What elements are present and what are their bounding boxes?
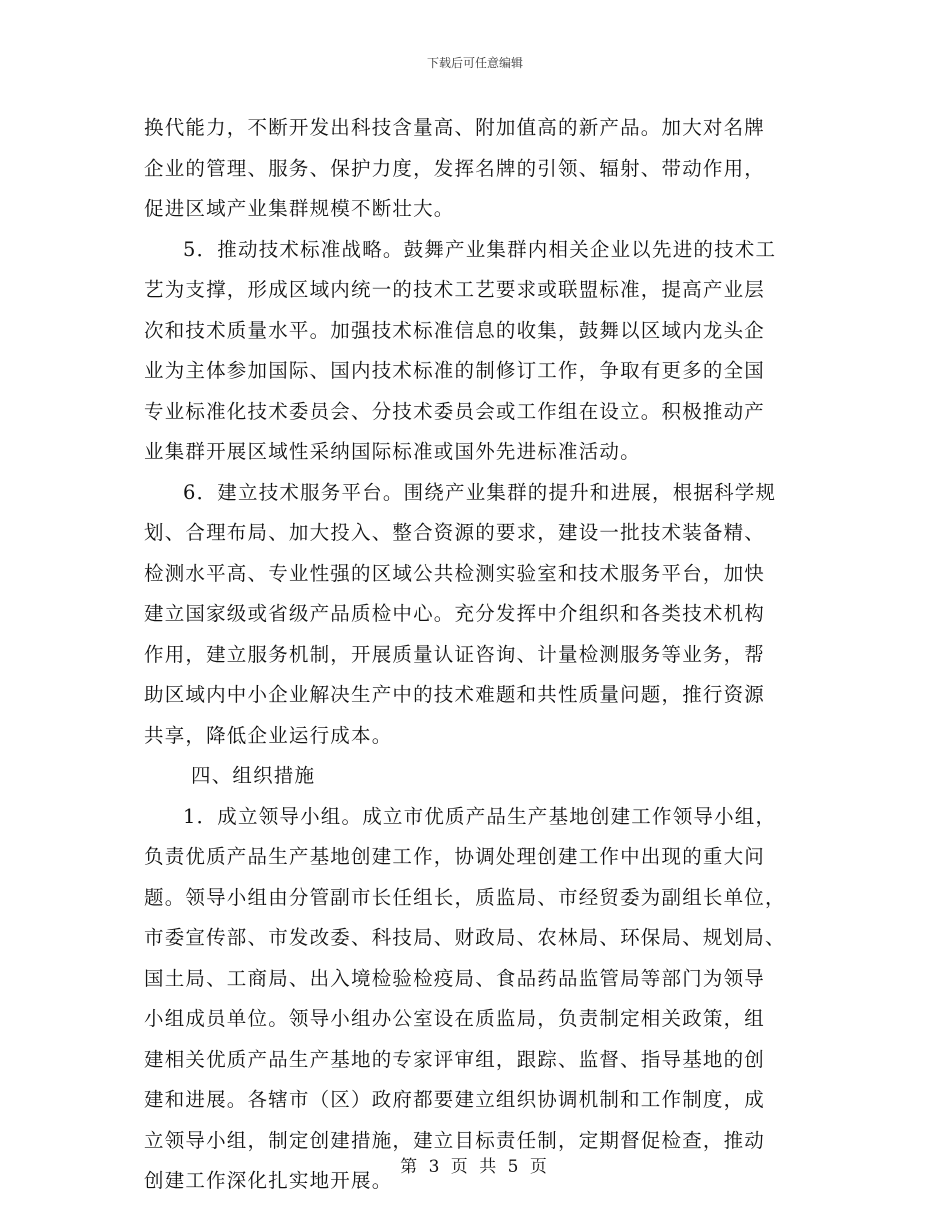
text-line: 促进区域产业集群规模不断壮大。 [144, 197, 455, 220]
text-line: 创建工作深化扎实地开展。 [144, 1169, 393, 1192]
page-header: 下载后可任意编辑 [426, 56, 523, 70]
text-line: 建相关优质产品生产基地的专家评审组，跟踪、监督、指导基地的创 [144, 1047, 766, 1071]
text-line: 共享，降低企业运行成本。 [144, 723, 393, 747]
text-line: 助区域内中小企业解决生产中的技术难题和共性质量问题，推行资源 [144, 683, 766, 706]
text-line: 题。领导小组由分管副市长任组长，质监局、市经贸委为副组长单位， [144, 885, 786, 909]
text-line: 建和进展。各辖市（区）政府都要建立组织协调机制和工作制度，成 [144, 1088, 766, 1111]
document-body [144, 108, 806, 1202]
page-footer: 第 3 页 共 5 页 [400, 1157, 550, 1177]
paragraph-start-line: 6．建立技术服务平台。围绕产业集群的提升和进展，根据科学规 [183, 480, 777, 504]
text-line: 国土局、工商局、出入境检验检疫局、食品药品监管局等部门为领导 [144, 966, 766, 990]
text-line: 业集群开展区域性采纳国际标准或国外先进标准活动。 [144, 440, 641, 463]
text-line: 立领导小组，制定创建措施，建立目标责任制，定期督促检查，推动 [144, 1128, 766, 1152]
text-line: 负责优质产品生产基地创建工作，协调处理创建工作中出现的重大问 [144, 845, 766, 868]
section-heading: 四、组织措施 [191, 764, 316, 787]
text-line: 检测水平高、专业性强的区域公共检测实验室和技术服务平台，加快 [144, 561, 766, 585]
text-line: 小组成员单位。领导小组办公室设在质监局，负责制定相关政策，组 [144, 1007, 766, 1030]
text-line: 作用，建立服务机制，开展质量认证咨询、计量检测服务等业务，帮 [144, 642, 766, 666]
text-line: 换代能力，不断开发出科技含量高、附加值高的新产品。加大对名牌 [144, 116, 766, 139]
text-line: 艺为支撑，形成区域内统一的技术工艺要求或联盟标准，提高产业层 [144, 278, 766, 301]
text-line: 次和技术质量水平。加强技术标准信息的收集，鼓舞以区域内龙头企 [144, 318, 766, 342]
text-line: 专业标准化技术委员会、分技术委员会或工作组在设立。积极推动产 [144, 399, 766, 423]
text-line: 企业的管理、服务、保护力度，发挥名牌的引领、辐射、带动作用， [144, 156, 766, 180]
text-line: 划、合理布局、加大投入、整合资源的要求，建设一批技术装备精、 [144, 521, 766, 544]
text-line: 市委宣传部、市发改委、科技局、财政局、农林局、环保局、规划局、 [144, 926, 786, 949]
paragraph-start-line: 5．推动技术标准战略。鼓舞产业集群内相关企业以先进的技术工 [183, 237, 777, 261]
text-line: 建立国家级或省级产品质检中心。充分发挥中介组织和各类技术机构 [144, 602, 766, 625]
paragraph-start-line: 1．成立领导小组。成立市优质产品生产基地创建工作领导小组， [183, 804, 777, 828]
text-line: 业为主体参加国际、国内技术标准的制修订工作，争取有更多的全国 [144, 359, 766, 382]
